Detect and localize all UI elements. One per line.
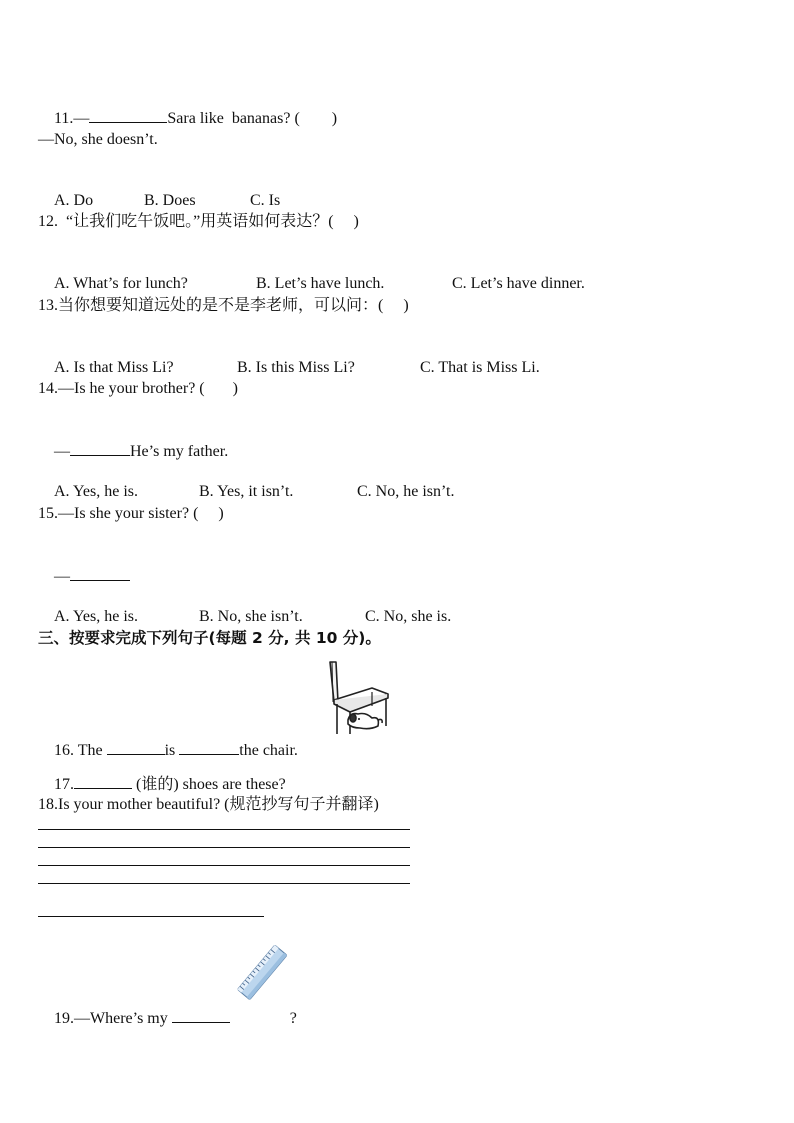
option-a[interactable]: A. Is that Miss Li? <box>54 359 174 376</box>
writing-line[interactable] <box>38 865 410 866</box>
option-c[interactable]: C. That is Miss Li. <box>420 359 540 376</box>
option-a[interactable]: A. Yes, he is. <box>54 608 139 625</box>
question-15-stem: 15.—Is she your sister? ( ) <box>38 505 224 522</box>
question-18: 18.Is your mother beautiful? (规范抄写句子并翻译) <box>38 796 379 813</box>
question-12-stem: 12. “让我们吃午饭吧。”用英语如何表达？( ) <box>38 213 359 230</box>
question-14-stem: 14.—Is he your brother? ( ) <box>38 380 238 397</box>
writing-line[interactable] <box>38 883 410 884</box>
option-a[interactable]: A. What’s for lunch? <box>54 275 188 292</box>
translation-line[interactable] <box>38 916 264 917</box>
answer-blank[interactable] <box>89 108 167 123</box>
option-c[interactable]: C. No, he isn’t. <box>357 483 455 500</box>
option-b[interactable]: B. Yes, it isn’t. <box>199 483 294 500</box>
writing-line[interactable] <box>38 829 410 830</box>
question-11-answer: —No, she doesn’t. <box>38 131 158 148</box>
question-15-reply: — <box>38 546 130 607</box>
answer-blank[interactable] <box>70 441 130 456</box>
option-a[interactable]: A. Do <box>54 192 94 209</box>
option-c[interactable]: C. Is <box>250 192 281 209</box>
chair-dog-picture <box>326 660 392 736</box>
answer-blank[interactable] <box>70 566 130 581</box>
question-14-reply: — He’s my father. <box>54 443 229 460</box>
writing-line[interactable] <box>38 847 410 848</box>
option-c[interactable]: C. No, she is. <box>365 608 452 625</box>
question-16: 16. The is the chair. <box>54 742 298 759</box>
ruler-picture <box>232 940 294 1006</box>
answer-blank[interactable] <box>107 740 165 755</box>
question-13-stem: 13.当你想要知道远处的是不是李老师，可以问：( ) <box>38 297 409 314</box>
option-a[interactable]: A. Yes, he is. <box>54 483 139 500</box>
question-11-stem: 11.— Sara like bananas? ( ) <box>54 110 338 127</box>
option-b[interactable]: B. Does <box>144 192 196 209</box>
answer-blank[interactable] <box>172 1008 230 1023</box>
option-b[interactable]: B. Let’s have lunch. <box>256 275 385 292</box>
question-17: 17. (谁的) shoes are these? <box>54 776 286 793</box>
section-3-heading: 三、按要求完成下列句子(每题 2 分, 共 10 分)。 <box>38 629 381 647</box>
option-b[interactable]: B. No, she isn’t. <box>199 608 303 625</box>
option-c[interactable]: C. Let’s have dinner. <box>452 275 585 292</box>
answer-blank[interactable] <box>179 740 239 755</box>
answer-blank[interactable] <box>74 774 132 789</box>
option-b[interactable]: B. Is this Miss Li? <box>237 359 355 376</box>
question-19: 19.—Where’s my ? <box>54 1010 297 1027</box>
